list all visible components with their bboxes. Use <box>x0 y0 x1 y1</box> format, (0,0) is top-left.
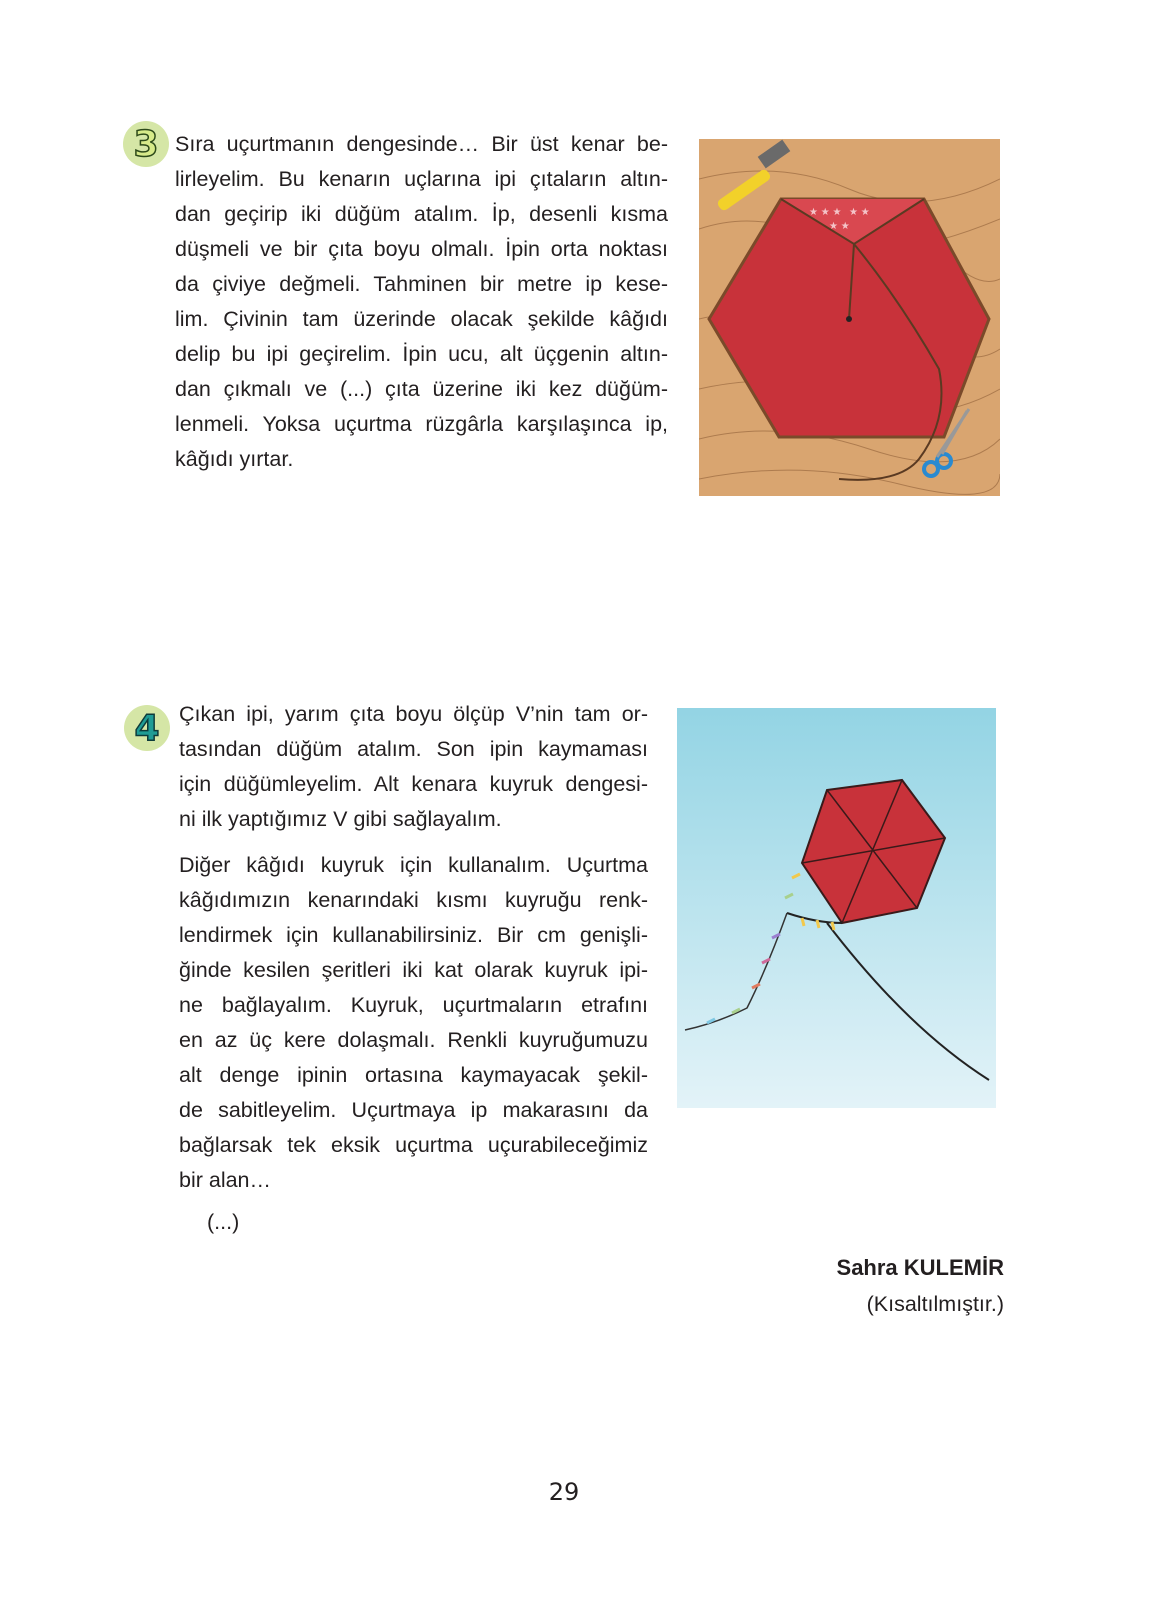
text-line: de sabitleyelim. Uçurtmaya ip makarasını da <box>179 1098 648 1122</box>
svg-text:★ ★: ★ ★ <box>829 221 850 232</box>
omission-mark: (...) <box>207 1210 240 1234</box>
text-line: Sıra uçurtmanın dengesinde… Bir üst kenar be- <box>175 132 668 156</box>
text-line: ğinde kesilen şeritleri iki kat olarak kuyruk ipi- <box>179 958 648 982</box>
flying-kite-illustration <box>677 708 996 1108</box>
text-line: kâğıdımızın kenarındaki kısmı kuyruğu renk- <box>179 888 648 912</box>
text-line: ni ilk yaptığımız V gibi sağlayalım. <box>179 807 502 831</box>
abridged-note: (Kısaltılmıştır.) <box>866 1292 1004 1316</box>
author-name: Sahra KULEMİR <box>836 1255 1004 1280</box>
step-4-paragraph-2 <box>179 848 648 1198</box>
step-4-paragraph-1 <box>179 697 648 837</box>
svg-text:★ ★: ★ ★ <box>849 207 870 218</box>
text-line: dan çıkmalı ve (...) çıta üzerine iki kez düğüm- <box>175 377 668 401</box>
text-line: da çiviye değmeli. Tahminen bir metre ip kese- <box>175 272 668 296</box>
text-line: için düğümleyelim. Alt kenara kuyruk dengesi- <box>179 772 648 796</box>
text-line: lendirmek için kullanabilirsiniz. Bir cm genişli- <box>179 923 648 947</box>
text-line: lirleyelim. Bu kenarın uçlarına ipi çıtaların altın- <box>175 167 668 191</box>
text-line: Diğer kâğıdı kuyruk için kullanalım. Uçurtma <box>179 853 648 877</box>
text-line: kâğıdı yırtar. <box>175 447 294 471</box>
page-number: 29 <box>548 1478 580 1506</box>
text-line: dan geçirip iki düğüm atalım. İp, desenli kısma <box>175 202 668 226</box>
text-line: düşmeli ve bir çıta boyu olmalı. İpin orta noktası <box>175 237 668 261</box>
text-line: tasından düğüm atalım. Son ipin kaymaması <box>179 737 648 761</box>
step-3-text <box>175 127 668 477</box>
text-line: lim. Çivinin tam üzerinde olacak şekilde kâğıdı <box>175 307 668 331</box>
text-line: ne bağlayalım. Kuyruk, uçurtmaların etrafını <box>179 993 648 1017</box>
text-line: alt denge ipinin ortasına kaymayacak şekil- <box>179 1063 648 1087</box>
kite-assembly-illustration <box>699 139 1000 496</box>
text-line: bir alan… <box>179 1168 272 1192</box>
text-line: en az üç kere dolaşmalı. Renkli kuyruğumuzu <box>179 1028 648 1052</box>
text-line: lenmeli. Yoksa uçurtma rüzgârla karşılaşınca ip, <box>175 412 668 436</box>
text-line: delip bu ipi geçirelim. İpin ucu, alt üçgenin altın- <box>175 342 668 366</box>
text-line: Çıkan ipi, yarım çıta boyu ölçüp V’nin tam or- <box>179 702 648 726</box>
svg-text:★ ★ ★: ★ ★ ★ <box>809 207 842 218</box>
text-line: bağlarsak tek eksik uçurtma uçurabileceğimiz <box>179 1133 648 1157</box>
step-4-badge: 4 <box>124 705 170 751</box>
step-3-badge: 3 <box>123 121 169 167</box>
